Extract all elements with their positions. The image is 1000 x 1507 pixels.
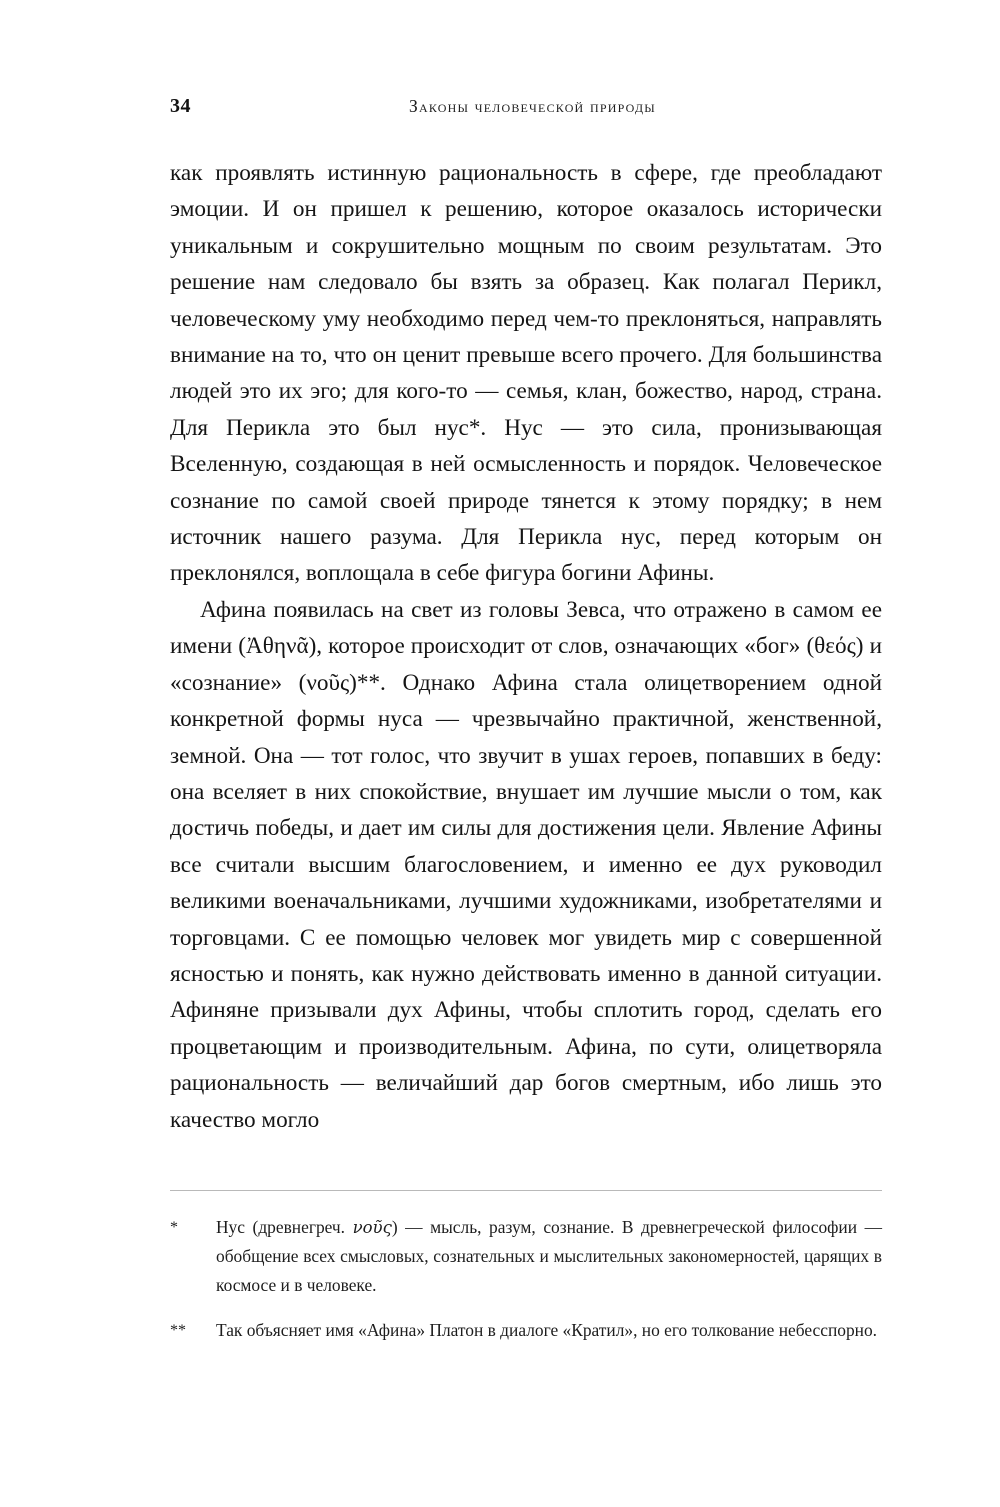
footnote-divider (170, 1190, 882, 1191)
paragraph-1: как проявлять истинную рациональность в сфере, где преобладают эмоции. И он пришел к решению, которое оказалось исторически уникальным и сокрушительно мощным по своим результатам. Это решение нам следовало бы взять за образец. Как полагал Перикл, человеческому уму необходимо перед чем-то преклоняться, направлять внимание на то, что он ценит превыше всего прочего. Для большинства людей это их эго; для кого-то — семья, клан, божество, народ, страна. Для Перикла это был нус*. Нус — это сила, пронизывающая Вселенную, создающая в ней осмысленность и порядок. Человеческое сознание по самой своей природе тянется к этому порядку; в нем источник нашего разума. Для Перикла нус, перед которым он преклонялся, воплощала в себе фигура богини Афины. (170, 160, 882, 587)
footnote-marker: ** (170, 1322, 186, 1339)
footnote-text-after: ) — мысль, разум, сознание. В древнегреческой философии — обобщение всех смысловых, сознательных и мыслительных закономерностей, царящих в космосе и в человеке. (216, 1217, 882, 1295)
page-header (170, 95, 880, 121)
footnote-1 (170, 1213, 882, 1300)
page-number: 34 (170, 95, 191, 117)
footnote-greek-term: νοῦς (352, 1218, 392, 1237)
footnote-text-before: Нус (древнегреч. (216, 1217, 353, 1237)
running-title: законы человеческой природы (409, 96, 656, 116)
footnote-text: Так объясняет имя «Афина» Платон в диалоге «Кратил», но его толкование небесспорно. (216, 1320, 878, 1340)
footnote-text (216, 1213, 882, 1300)
footnote-2 (170, 1316, 882, 1345)
paragraph-2: Афина появилась на свет из головы Зевса, что отражено в самом ее имени (Ἀθηνᾶ), которое происходит от слов, означающих «бог» (θεός) и «сознание» (νοῦς)**. Однако Афина стала олицетворением одной конкретной формы нуса — чрезвычайно практичной, женственной, земной. Она — тот голос, что звучит в ушах героев, попавших в беду: она вселяет в них спокойствие, внушает им лучшие мысли о том, как достичь победы, и дает им силы для достижения цели. Явление Афины все считали высшим благословением, и именно ее дух руководил великими военачальниками, лучшими художниками, изобретателями и торговцами. С ее помощью человек мог увидеть мир с совершенной ясностью и понять, как нужно действовать именно в данной ситуации. Афиняне призывали дух Афины, чтобы сплотить город, сделать его процветающим и производительным. Афина, по сути, олицетворяла рациональность — величайший дар богов смертным, ибо лишь это качество могло (170, 596, 882, 1133)
footnote-marker: * (170, 1219, 178, 1236)
body-text (170, 155, 882, 1138)
footnote-section (170, 1190, 882, 1361)
